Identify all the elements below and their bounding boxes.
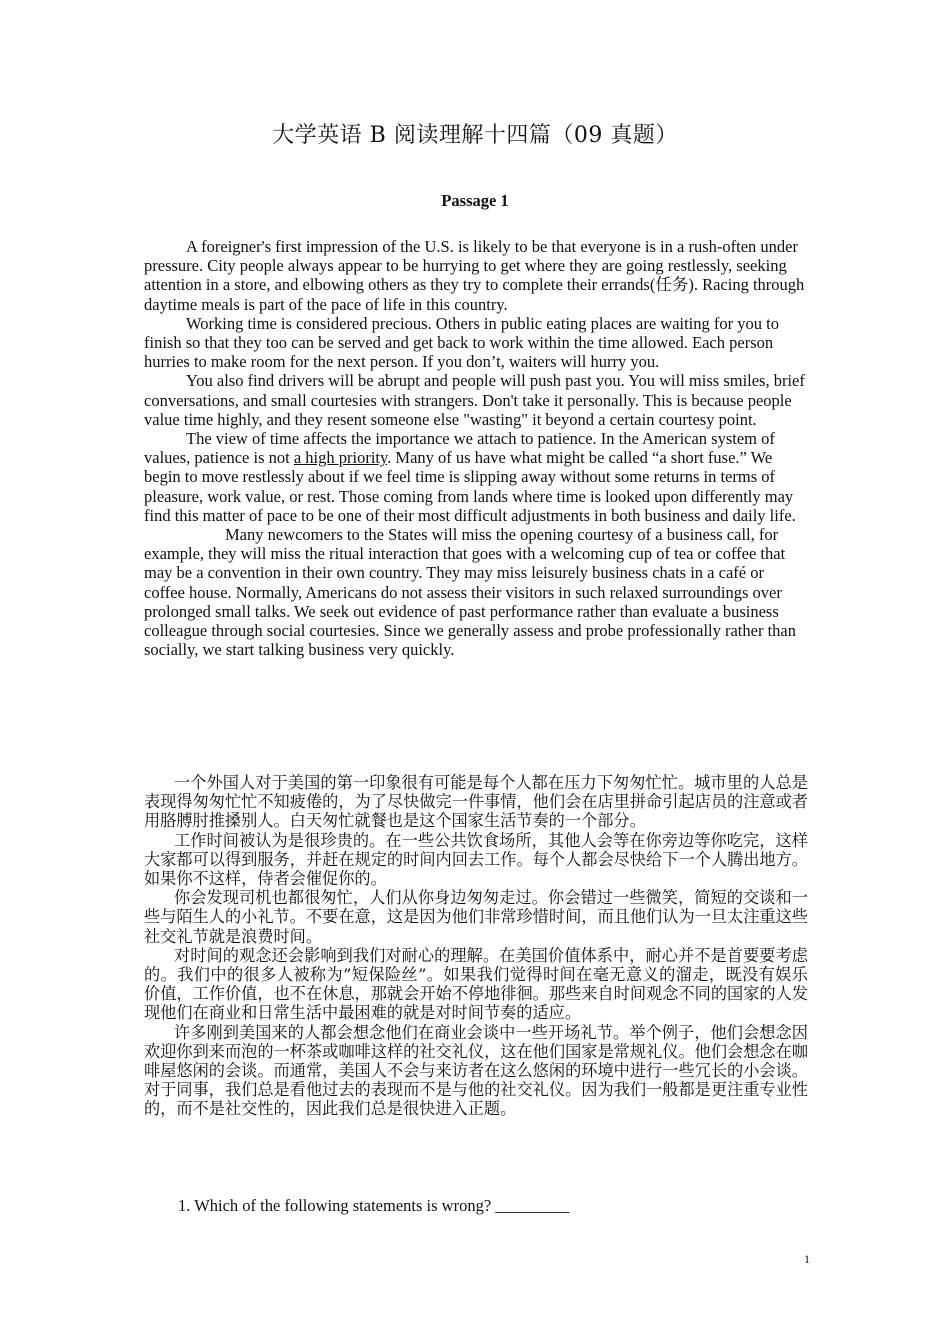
chinese-paragraph-3: 你会发现司机也都很匆忙，人们从你身边匆匆走过。你会错过一些微笑，简短的交谈和一些与陌生人的小礼节。不要在意，这是因为他们非常珍惜时间，而且他们认为一旦太注重这些社交礼节就是浪费时间。	[144, 888, 808, 946]
english-paragraph-2: Working time is considered precious. Others in public eating places are waiting for you to finish so that they too can be served and get back to work within the time allowed. Each person hurries to make room for the next person. If you don’t, waiters will hurry you.	[144, 313, 779, 372]
chinese-translation	[144, 773, 808, 1119]
passage-heading: Passage 1	[441, 191, 509, 210]
chinese-paragraph-5: 许多刚到美国来的人都会想念他们在商业会谈中一些开场礼节。举个例子，他们会想念因欢迎你到来而泡的一杯茶或咖啡这样的社交礼仪，这在他们国家是常规礼仪。他们会想念在咖啡屋悠闲的会谈。而通常，美国人不会与来访者在这么悠闲的环境中进行一些冗长的小会谈。对于同事，我们总是看他过去的表现而不是与他的社交礼仪。因为我们一般都是更注重专业性的，而不是社交性的，因此我们总是很快进入正题。	[144, 1022, 808, 1119]
page-number: 1	[804, 1252, 810, 1266]
english-paragraph-1: A foreigner's first impression of the U.S. is likely to be that everyone is in a rush-often under pressure. City people always appear to be hurrying to get where they are going restlessly, seeking attention in a store, and elbowing others as they try to complete their errands(任务). Racing through daytime meals is part of the pace of life in this country.	[144, 237, 805, 314]
english-paragraph-3: You also find drivers will be abrupt and people will push past you. You will miss smiles, brief conversations, and small courtesies with strangers. Don't take it personally. This is because people value time highly, and they resent someone else "wasting" it beyond a certain courtesy point.	[144, 371, 805, 429]
chinese-paragraph-2: 工作时间被认为是很珍贵的。在一些公共饮食场所，其他人会等在你旁边等你吃完，这样大家都可以得到服务，并赶在规定的时间内回去工作。每个人都会尽快给下一个人腾出地方。如果你不这样，侍者会催促你的。	[144, 830, 808, 889]
english-paragraph-4-part-2: . Many of us have what might be called “a short fuse.” We begin to move restlessly about if we feel time is slipping away without some returns in terms of pleasure, work value, or rest. Those coming from lands where time is looked upon differently may find this matter of pace to be one of their most difficult adjustments in both business and daily life.	[144, 448, 796, 525]
chinese-paragraph-1: 一个外国人对于美国的第一印象很有可能是每个人都在压力下匆匆忙忙。城市里的人总是表现得匆匆忙忙不知疲倦的，为了尽快做完一件事情，他们会在店里拼命引起店员的注意或者用胳膊肘推搡别人。白天匆忙就餐也是这个国家生活节奏的一个部分。	[144, 773, 808, 831]
document-title: 大学英语 B 阅读理解十四篇（09 真题）	[272, 123, 678, 148]
question-1: 1. Which of the following statements is wrong? _________	[178, 1196, 570, 1215]
underlined-phrase: a high priority	[293, 448, 388, 468]
english-paragraph-4-part-1: The view of time affects the importance we attach to patience. In the American system of values, patience is not	[144, 429, 775, 468]
chinese-paragraph-4: 对时间的观念还会影响到我们对耐心的理解。在美国价值体系中，耐心并不是首要要考虑的。我们中的很多人被称为”短保险丝”。如果我们觉得时间在毫无意义的溜走，既没有娱乐价值，工作价值，也不在休息，那就会开始不停地徘徊。那些来自时间观念不同的国家的人发现他们在商业和日常生活中最困难的就是对时间节奏的适应。	[144, 945, 808, 1023]
english-paragraph-4	[144, 429, 808, 525]
english-paragraph-5: Many newcomers to the States will miss the opening courtesy of a business call, for example, they will miss the ritual interaction that goes with a welcoming cup of tea or coffee that may be a convention in their own country. They may miss leisurely business chats in a café or coffee house. Normally, Americans do not assess their visitors in such relaxed surroundings over prolonged small talks. We seek out evidence of past performance rather than evaluate a business colleague through social courtesies. Since we generally assess and probe professionally rather than socially, we start talking business very quickly.	[144, 525, 796, 660]
english-passage	[144, 237, 808, 659]
